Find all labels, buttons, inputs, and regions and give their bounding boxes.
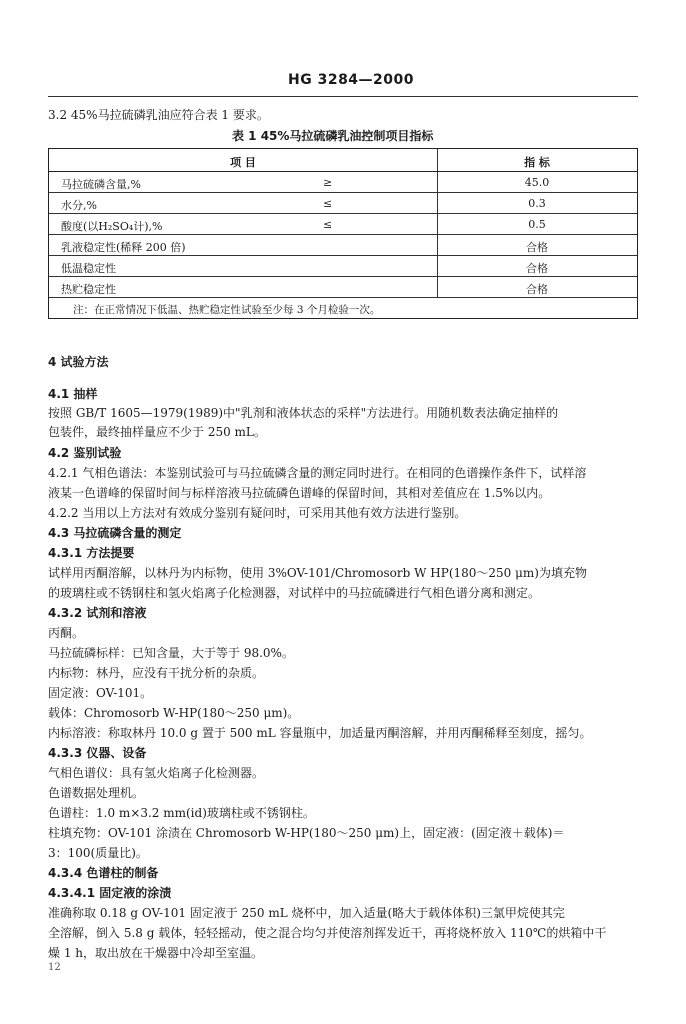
body-line: 试样用丙酮溶解，以林丹为内标物，使用 3%OV-101/Chromosorb W HP(180～250 μm)为填充物 bbox=[48, 566, 587, 580]
row-item: 低温稳定性 bbox=[61, 262, 116, 275]
table-row bbox=[49, 256, 637, 277]
body-line: 按照 GB/T 1605—1979(1989)中"乳剂和液体状态的采样"方法进行。用随机数表法确定抽样的 bbox=[48, 406, 559, 420]
body-line: 3：100(质量比)。 bbox=[48, 846, 148, 860]
body-line: 固定液：OV-101。 bbox=[48, 686, 153, 700]
section-4-3-4-heading: 4.3.4 色谱柱的制备 bbox=[48, 866, 159, 880]
table-caption: 表 1 45%马拉硫磷乳油控制项目指标 bbox=[232, 129, 434, 143]
row-item: 热贮稳定性 bbox=[61, 283, 116, 296]
section-4-3-4-1-heading: 4.3.4.1 固定液的涂渍 bbox=[48, 886, 172, 900]
row-value: 45.0 bbox=[524, 176, 550, 189]
row-symbol: ≤ bbox=[323, 197, 333, 210]
body-line: 全溶解，倒入 5.8 g 载体，轻轻摇动，使之混合均匀并使溶剂挥发近干，再将烧杯放入 110℃的烘箱中干 bbox=[48, 926, 607, 940]
table-row bbox=[49, 277, 637, 298]
table-row bbox=[49, 172, 637, 193]
body-line: 柱填充物：OV-101 涂渍在 Chromosorb W-HP(180～250 μm)上，固定液：(固定液＋载体)＝ bbox=[48, 826, 565, 840]
body-line: 准确称取 0.18 g OV-101 固定液于 250 mL 烧杯中，加入适量(略大于载体体积)三氯甲烷使其完 bbox=[48, 906, 565, 920]
section-4-1-heading: 4.1 抽样 bbox=[48, 387, 98, 401]
header-rule bbox=[48, 96, 638, 97]
section-4-2-heading: 4.2 鉴别试验 bbox=[48, 446, 122, 460]
page-number: 12 bbox=[48, 962, 61, 973]
row-value: 0.5 bbox=[528, 218, 546, 231]
row-item: 酸度(以H₂SO₄计),% bbox=[61, 220, 163, 233]
body-line: 内标物：林丹，应没有干扰分析的杂质。 bbox=[48, 666, 265, 680]
header-index: 指 标 bbox=[524, 156, 550, 169]
body-line: 载体：Chromosorb W-HP(180～250 μm)。 bbox=[48, 706, 300, 720]
table-header-row bbox=[49, 149, 637, 172]
section-3-2: 3.2 45%马拉硫磷乳油应符合表 1 要求。 bbox=[48, 108, 269, 122]
section-4-3-2-heading: 4.3.2 试剂和溶液 bbox=[48, 606, 147, 620]
body-line: 燥 1 h，取出放在干燥器中冷却至室温。 bbox=[48, 946, 263, 960]
table-note: 注：在正常情况下低温、热贮稳定性试验至少每 3 个月检验一次。 bbox=[73, 304, 381, 316]
section-4-3-heading: 4.3 马拉硫磷含量的测定 bbox=[48, 526, 182, 540]
row-value: 0.3 bbox=[528, 197, 546, 210]
section-4-3-1-heading: 4.3.1 方法提要 bbox=[48, 546, 135, 560]
body-line: 液某一色谱峰的保留时间与标样溶液马拉硫磷色谱峰的保留时间，其相对差值应在 1.5%以内。 bbox=[48, 486, 551, 500]
body-line: 色谱数据处理机。 bbox=[48, 786, 145, 800]
row-value: 合格 bbox=[526, 241, 548, 254]
table-row bbox=[49, 235, 637, 256]
row-symbol: ≥ bbox=[323, 176, 333, 189]
body-line: 气相色谱仪：具有氢火焰离子化检测器。 bbox=[48, 766, 265, 780]
body-line: 4.2.2 当用以上方法对有效成分鉴别有疑问时，可采用其他有效方法进行鉴别。 bbox=[48, 506, 467, 520]
row-item: 马拉硫磷含量,% bbox=[61, 178, 141, 191]
table-row bbox=[49, 214, 637, 235]
control-items-table bbox=[48, 148, 638, 319]
standard-number-header: HG 3284—2000 bbox=[288, 72, 415, 88]
row-item: 水分,% bbox=[61, 199, 97, 212]
row-value: 合格 bbox=[526, 262, 548, 275]
row-symbol: ≤ bbox=[323, 218, 333, 231]
header-item: 项 目 bbox=[230, 156, 256, 169]
row-item: 乳液稳定性(稀释 200 倍) bbox=[61, 241, 186, 254]
section-4-3-3-heading: 4.3.3 仪器、设备 bbox=[48, 746, 147, 760]
body-line: 丙酮。 bbox=[48, 626, 85, 640]
table-note-row bbox=[49, 298, 637, 318]
body-line: 内标溶液：称取林丹 10.0 g 置于 500 mL 容量瓶中，加适量丙酮溶解，并用丙酮稀释至刻度，摇匀。 bbox=[48, 726, 592, 740]
body-line: 色谱柱：1.0 m×3.2 mm(id)玻璃柱或不锈钢柱。 bbox=[48, 806, 315, 820]
section-4-heading: 4 试验方法 bbox=[48, 355, 109, 369]
table-row bbox=[49, 193, 637, 214]
body-line: 马拉硫磷标样：已知含量，大于等于 98.0%。 bbox=[48, 646, 294, 660]
body-line: 的玻璃柱或不锈钢柱和氢火焰离子化检测器，对试样中的马拉硫磷进行气相色谱分离和测定。 bbox=[48, 586, 541, 600]
body-line: 包装件，最终抽样量应不少于 250 mL。 bbox=[48, 425, 266, 439]
body-line: 4.2.1 气相色谱法：本鉴别试验可与马拉硫磷含量的测定同时进行。在相同的色谱操作条件下，试样溶 bbox=[48, 466, 587, 480]
row-value: 合格 bbox=[526, 283, 548, 296]
